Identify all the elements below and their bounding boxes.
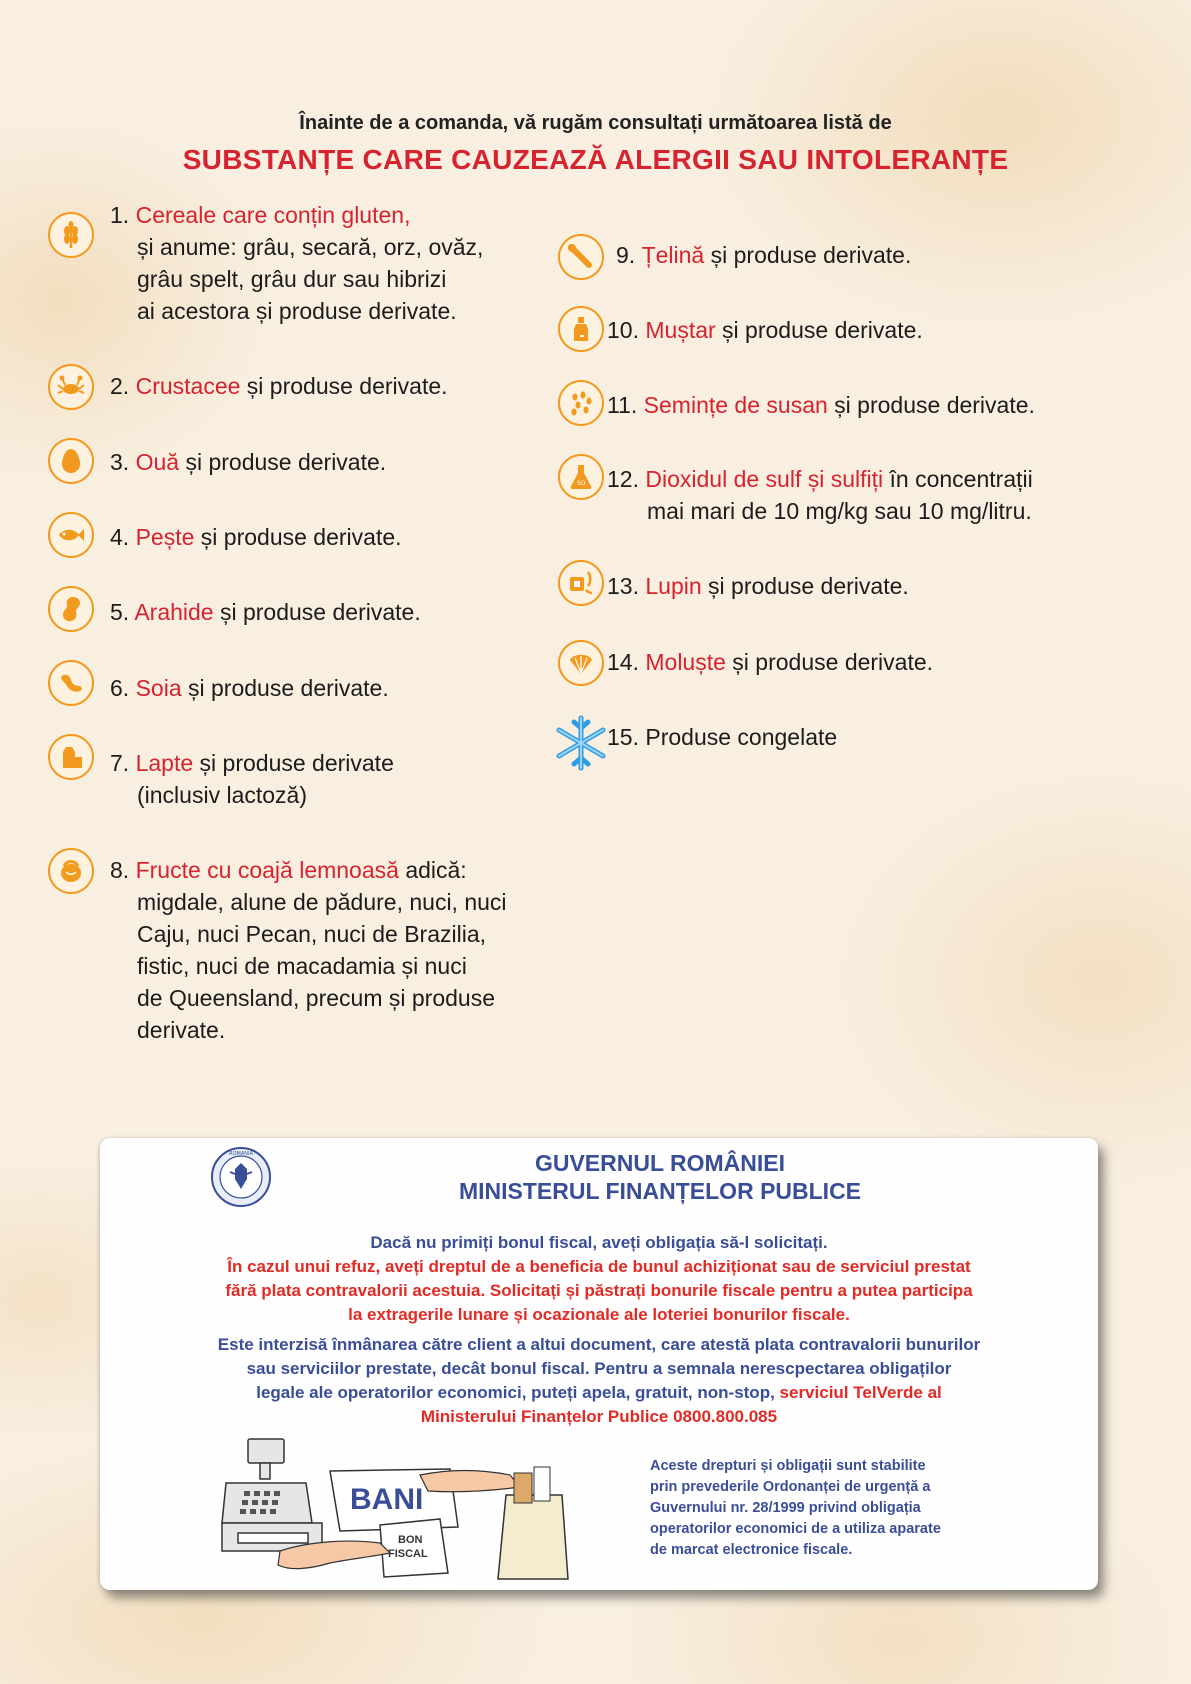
allergen-name: Țelină: [641, 242, 705, 268]
allergen-name: Pește: [135, 524, 195, 550]
allergen-item-8: [110, 854, 507, 1046]
allergen-name: Dioxidul de sulf și sulfiți: [645, 466, 884, 492]
allergen-number: 1.: [110, 202, 130, 228]
telverde-phone: Ministerului Finanțelor Publice 0800.800.085: [420, 1407, 778, 1426]
intro-text: Înainte de a comanda, vă rugăm consultați următoarea listă de: [299, 112, 892, 134]
milk-icon: [48, 734, 94, 780]
allergen-rest: și produse derivate.: [194, 524, 402, 550]
government-name: GUVERNUL ROMÂNIEI: [534, 1150, 786, 1176]
allergen-rest: Produse congelate: [645, 724, 838, 750]
shell-icon: [558, 640, 604, 686]
allergen-rest: și produse derivate.: [181, 675, 389, 701]
allergen-item-6: [110, 672, 389, 704]
allergen-name: Arahide: [134, 599, 214, 625]
allergen-item-7: [110, 747, 394, 811]
allergen-detail: Caju, nuci Pecan, nuci de Brazilia,: [137, 921, 487, 947]
allergen-name: Muștar: [645, 317, 716, 343]
allergen-detail: de Queensland, precum și produse: [137, 985, 495, 1011]
allergen-detail: grâu spelt, grâu dur sau hibrizi: [137, 266, 447, 292]
allergen-item-9: [616, 239, 911, 271]
allergen-rest: și produse derivate: [193, 750, 394, 776]
allergen-number: 15.: [607, 724, 639, 750]
fiscal-paragraph-3-line: Este interzisă înmânarea către client a altui document, care atestă plata contravalorii bunurilor: [217, 1335, 981, 1354]
allergen-rest: și produse derivate.: [240, 373, 448, 399]
ministry-name: MINISTERUL FINANȚELOR PUBLICE: [458, 1178, 862, 1204]
allergen-detail: migdale, alune de pădure, nuci, nuci: [137, 889, 507, 915]
allergen-item-4: [110, 521, 402, 553]
allergen-number: 10.: [607, 317, 639, 343]
allergen-name: Cereale care conțin gluten,: [135, 202, 411, 228]
cash-register-illustration: [220, 1435, 600, 1585]
allergen-rest: și produse derivate.: [827, 392, 1035, 418]
telverde-link: serviciul TelVerde al: [779, 1383, 942, 1402]
allergen-number: 9.: [616, 242, 636, 268]
fiscal-paragraph-1: Dacă nu primiți bonul fiscal, aveți obligația să-l solicitați.: [370, 1233, 828, 1252]
allergen-name: Lupin: [645, 573, 702, 599]
allergen-number: 11.: [607, 392, 638, 418]
allergen-name: Lapte: [135, 750, 194, 776]
allergen-item-10: [607, 314, 923, 346]
allergen-item-15: [607, 721, 837, 753]
crab-icon: [48, 364, 94, 410]
allergen-detail: mai mari de 10 mg/kg sau 10 mg/litru.: [647, 498, 1032, 524]
fiscal-paragraph-2-line: În cazul unui refuz, aveți dreptul de a beneficia de bunul achiziționat sau de serviciul prestat: [227, 1257, 971, 1276]
allergen-number: 8.: [110, 857, 130, 883]
allergen-detail: ai acestora și produse derivate.: [137, 298, 457, 324]
allergen-rest: și produse derivate.: [179, 449, 387, 475]
bani-label: BANI: [350, 1483, 424, 1516]
soy-icon: [48, 660, 94, 706]
celery-icon: [558, 234, 604, 280]
allergen-item-1: [110, 199, 483, 327]
allergen-item-2: [110, 370, 448, 402]
allergen-detail: (inclusiv lactoză): [137, 782, 307, 808]
allergen-number: 2.: [110, 373, 130, 399]
allergen-name: Ouă: [135, 449, 180, 475]
allergen-item-14: [607, 646, 933, 678]
fiscal-paragraph-3-line: sau serviciilor prestate, decât bonul fiscal. Pentru a semnala nerescpectarea obligaților: [246, 1359, 952, 1378]
allergen-number: 12.: [607, 466, 639, 492]
mustard-icon: [558, 306, 604, 352]
fiscal-paragraph-2-line: la extragerile lunare și ocazionale ale loteriei bonurilor fiscale.: [348, 1305, 850, 1324]
flask-icon: [558, 454, 604, 500]
fiscal-paragraph-3-line: legale ale operatorilor economici, puteți apela, gratuit, non-stop, serviciul TelVerde al: [256, 1383, 942, 1402]
allergen-number: 5.: [110, 599, 130, 625]
allergen-rest: adică:: [398, 857, 467, 883]
allergen-item-13: [607, 570, 909, 602]
sesame-icon: [558, 380, 604, 426]
allergen-rest: și produse derivate.: [704, 242, 912, 268]
fiscal-label: FISCAL: [388, 1548, 428, 1560]
allergen-number: 6.: [110, 675, 130, 701]
nut-icon: [48, 848, 94, 894]
allergen-item-5: [110, 596, 421, 628]
allergen-detail: și anume: grâu, secară, orz, ovăz,: [137, 234, 484, 260]
allergen-item-12: [607, 463, 1033, 527]
allergen-name: Soia: [135, 675, 182, 701]
snowflake-icon: [552, 714, 610, 772]
allergen-number: 14.: [607, 649, 639, 675]
bon-label: BON: [398, 1534, 423, 1546]
allergen-name: Fructe cu coajă lemnoasă: [135, 857, 399, 883]
fiscal-paragraph-2-line: fără plata contravalorii acestuia. Solicitați și păstrați bonurile fiscale pentru a putea participa: [225, 1281, 973, 1300]
fish-icon: [48, 512, 94, 558]
allergen-number: 3.: [110, 449, 130, 475]
allergen-name: Crustacee: [135, 373, 241, 399]
allergen-detail: derivate.: [137, 1017, 226, 1043]
svg-text:ROMANIA: ROMANIA: [229, 1151, 253, 1157]
allergen-number: 4.: [110, 524, 130, 550]
allergen-name: Moluște: [645, 649, 726, 675]
allergen-rest: și produse derivate.: [213, 599, 421, 625]
allergen-rest: și produse derivate.: [701, 573, 909, 599]
page-title: SUBSTANȚE CARE CAUZEAZĂ ALERGII SAU INTOLERANȚE: [182, 144, 1009, 175]
egg-icon: [48, 438, 94, 484]
allergen-item-11: [607, 389, 1035, 421]
allergen-number: 7.: [110, 750, 130, 776]
allergen-rest: și produse derivate.: [725, 649, 934, 675]
allergen-rest: și produse derivate.: [715, 317, 923, 343]
wheat-icon: [48, 212, 94, 258]
svg-text:SO: SO: [577, 480, 586, 487]
peanut-icon: [48, 586, 94, 632]
allergen-detail: fistic, nuci de macadamia și nuci: [137, 953, 467, 979]
allergen-number: 13.: [607, 573, 639, 599]
government-seal-icon: [210, 1146, 272, 1208]
legal-notice: Aceste drepturi și obligații sunt stabilite prin prevederile Ordonanței de urgență a Guvernului nr. 28/1999 privind obligația operatorilor economici de a utiliza aparate de marcat electronice fiscale.: [650, 1458, 941, 1558]
lupin-icon: [558, 560, 604, 606]
allergen-rest: în concentrații: [883, 466, 1033, 492]
allergen-item-3: [110, 446, 386, 478]
allergen-name: Semințe de susan: [643, 392, 828, 418]
